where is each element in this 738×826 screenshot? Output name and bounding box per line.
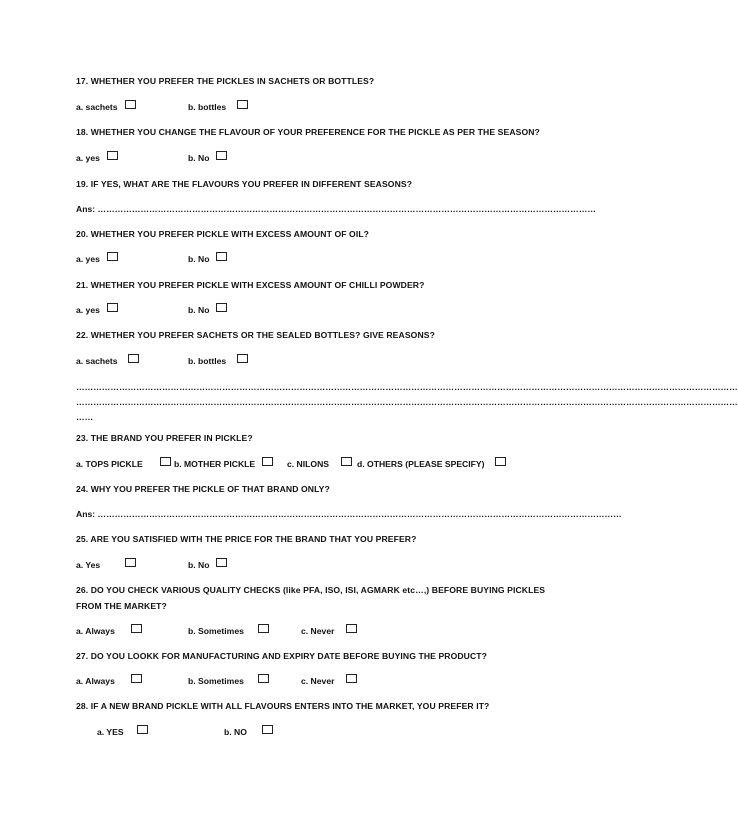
q27-option-c-label: c. Never — [301, 676, 335, 686]
question-23: 23. THE BRAND YOU PREFER IN PICKLE? — [76, 433, 253, 443]
q26-option-b-checkbox[interactable] — [258, 624, 269, 633]
q21-option-a-label: a. yes — [76, 305, 100, 315]
q17-option-a-checkbox[interactable] — [125, 100, 136, 109]
q28-option-a-checkbox[interactable] — [137, 725, 148, 734]
q21-option-a-checkbox[interactable] — [107, 303, 118, 312]
q23-option-a-label: a. TOPS PICKLE — [76, 459, 143, 469]
q27-option-c-checkbox[interactable] — [346, 674, 357, 683]
q22-reason-line-2[interactable]: …………………………………………………………………………………………………………………………………………………………………………………………………………… — [76, 397, 738, 407]
question-21: 21. WHETHER YOU PREFER PICKLE WITH EXCESS AMOUNT OF CHILLI POWDER? — [76, 280, 425, 290]
q23-option-a-checkbox[interactable] — [160, 457, 171, 466]
question-25: 25. ARE YOU SATISFIED WITH THE PRICE FOR THE BRAND THAT YOU PREFER? — [76, 534, 417, 544]
q22-option-b-checkbox[interactable] — [237, 354, 248, 363]
question-17: 17. WHETHER YOU PREFER THE PICKLES IN SACHETS OR BOTTLES? — [76, 76, 375, 86]
q24-answer-line[interactable]: Ans: ………………………………………………………………………………………………………………………………………………………………… — [76, 509, 622, 519]
q18-option-a-checkbox[interactable] — [107, 151, 118, 160]
q27-option-a-checkbox[interactable] — [131, 674, 142, 683]
q22-reason-line-3[interactable]: …… — [76, 412, 94, 422]
q20-option-a-label: a. yes — [76, 254, 100, 264]
q26-option-b-label: b. Sometimes — [188, 626, 244, 636]
q20-option-b-label: b. No — [188, 254, 210, 264]
q28-option-a-label: a. YES — [97, 727, 124, 737]
question-19: 19. IF YES, WHAT ARE THE FLAVOURS YOU PREFER IN DIFFERENT SEASONS? — [76, 179, 413, 189]
q28-option-b-label: b. NO — [224, 727, 247, 737]
q22-option-b-label: b. bottles — [188, 356, 227, 366]
question-26-line-2: FROM THE MARKET? — [76, 601, 167, 611]
q18-option-b-label: b. No — [188, 153, 210, 163]
q27-option-b-checkbox[interactable] — [258, 674, 269, 683]
q26-option-a-label: a. Always — [76, 626, 115, 636]
q23-option-c-checkbox[interactable] — [341, 457, 352, 466]
question-27: 27. DO YOU LOOKK FOR MANUFACTURING AND EXPIRY DATE BEFORE BUYING THE PRODUCT? — [76, 651, 487, 661]
q23-option-b-checkbox[interactable] — [262, 457, 273, 466]
q22-reason-line-1[interactable]: …………………………………………………………………………………………………………………………………………………………………………………………………………… — [76, 382, 738, 392]
q17-option-b-checkbox[interactable] — [237, 100, 248, 109]
q19-answer-line[interactable]: Ans: ………………………………………………………………………………………………………………………………………………………… — [76, 204, 596, 214]
question-18: 18. WHETHER YOU CHANGE THE FLAVOUR OF YOUR PREFERENCE FOR THE PICKLE AS PER THE SEASON? — [76, 127, 540, 137]
q25-option-a-label: a. Yes — [76, 560, 101, 570]
q25-option-b-checkbox[interactable] — [216, 558, 227, 567]
q23-option-d-label: d. OTHERS (PLEASE SPECIFY) — [357, 459, 485, 469]
q17-option-b-label: b. bottles — [188, 102, 227, 112]
q21-option-b-checkbox[interactable] — [216, 303, 227, 312]
q27-option-b-label: b. Sometimes — [188, 676, 244, 686]
q21-option-b-label: b. No — [188, 305, 210, 315]
q25-option-a-checkbox[interactable] — [125, 558, 136, 567]
question-28: 28. IF A NEW BRAND PICKLE WITH ALL FLAVOURS ENTERS INTO THE MARKET, YOU PREFER IT? — [76, 701, 490, 711]
q23-option-d-checkbox[interactable] — [495, 457, 506, 466]
question-22: 22. WHETHER YOU PREFER SACHETS OR THE SEALED BOTTLES? GIVE REASONS? — [76, 330, 435, 340]
q23-option-c-label: c. NILONS — [287, 459, 330, 469]
q22-option-a-checkbox[interactable] — [128, 354, 139, 363]
q26-option-c-label: c. Never — [301, 626, 335, 636]
q26-option-a-checkbox[interactable] — [131, 624, 142, 633]
q20-option-a-checkbox[interactable] — [107, 252, 118, 261]
q18-option-b-checkbox[interactable] — [216, 151, 227, 160]
q17-option-a-label: a. sachets — [76, 102, 118, 112]
q22-option-a-label: a. sachets — [76, 356, 118, 366]
q26-option-c-checkbox[interactable] — [346, 624, 357, 633]
q27-option-a-label: a. Always — [76, 676, 115, 686]
question-24: 24. WHY YOU PREFER THE PICKLE OF THAT BRAND ONLY? — [76, 484, 330, 494]
question-20: 20. WHETHER YOU PREFER PICKLE WITH EXCESS AMOUNT OF OIL? — [76, 229, 370, 239]
q20-option-b-checkbox[interactable] — [216, 252, 227, 261]
q28-option-b-checkbox[interactable] — [262, 725, 273, 734]
question-26-line-1: 26. DO YOU CHECK VARIOUS QUALITY CHECKS (like PFA, ISO, ISI, AGMARK etc…,) BEFORE BUYING PICKLES — [76, 585, 546, 595]
q23-option-b-label: b. MOTHER PICKLE — [174, 459, 256, 469]
q25-option-b-label: b. No — [188, 560, 210, 570]
q18-option-a-label: a. yes — [76, 153, 100, 163]
